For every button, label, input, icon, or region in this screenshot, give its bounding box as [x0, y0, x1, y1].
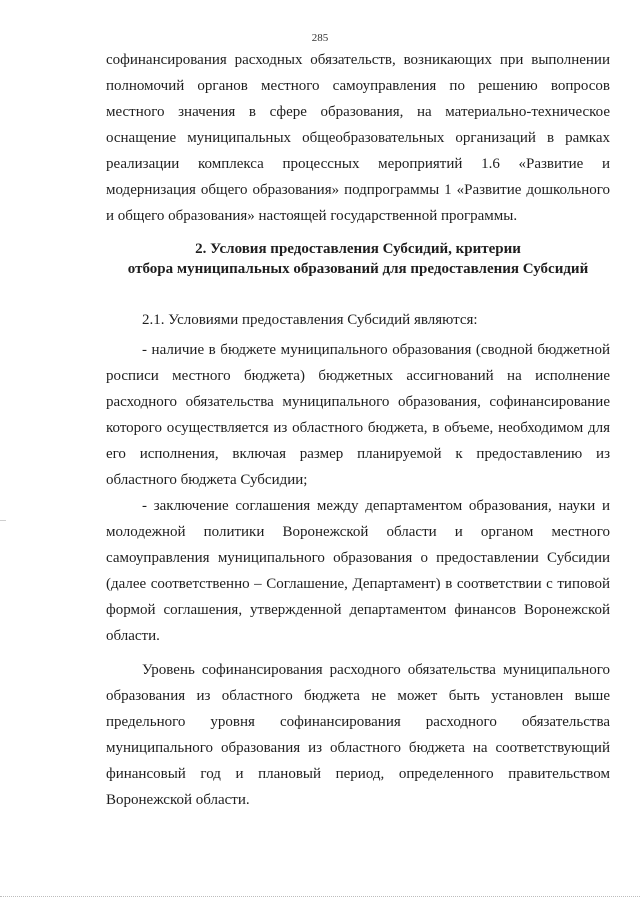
condition-budget-allocation: - наличие в бюджете муниципального образования (сводной бюджетной росписи местного бюджета) бюджетных ассигнований на исполнение расходного обязательства муниципального образования, софинансирование которого осуществляется из областного бюджета, в объеме, необходимом для его исполнения, включая размер планируемой к предоставлению из областного бюджета Субсидии;: [106, 342, 610, 488]
scan-bottom-edge: [0, 896, 640, 897]
section-heading-line-2: отбора муниципальных образований для предоставления Субсидий: [127, 261, 589, 277]
intro-paragraph: софинансирования расходных обязательств, возникающих при выполнении полномочий органов местного самоуправления по решению вопросов местного значения в сфере образования, на материально-техническое оснащение муниципальных общеобразовательных организаций в рамках реализации комплекса процессных мероприятий 1.6 «Развитие и модернизация общего образования» подпрограммы 1 «Развитие дошкольного и общего образования» настоящей государственной программы.: [106, 52, 610, 224]
document-body: [106, 47, 610, 813]
conditions-lead: 2.1. Условиями предоставления Субсидий являются:: [142, 312, 478, 328]
condition-agreement: - заключение соглашения между департаментом образования, науки и молодежной политики Воронежской области и органом местного самоуправления муниципального образования о предоставлении Субсидии (далее соответственно – Соглашение, Департамент) в соответствии с типовой формой соглашения, утвержденной департаментом финансов Воронежской области.: [106, 498, 610, 644]
section-heading-line-1: 2. Условия предоставления Субсидий, критерии: [195, 241, 521, 257]
cofinancing-level-paragraph: Уровень софинансирования расходного обязательства муниципального образования из областного бюджета не может быть установлен выше предельного уровня софинансирования расходного обязательства муниципального образования из областного бюджета на соответствующий финансовый год и плановый период, определенного правительством Воронежской области.: [106, 662, 610, 808]
scan-edge-mark: [0, 520, 6, 521]
page-number: 285: [311, 32, 329, 44]
section-heading: [106, 239, 610, 279]
